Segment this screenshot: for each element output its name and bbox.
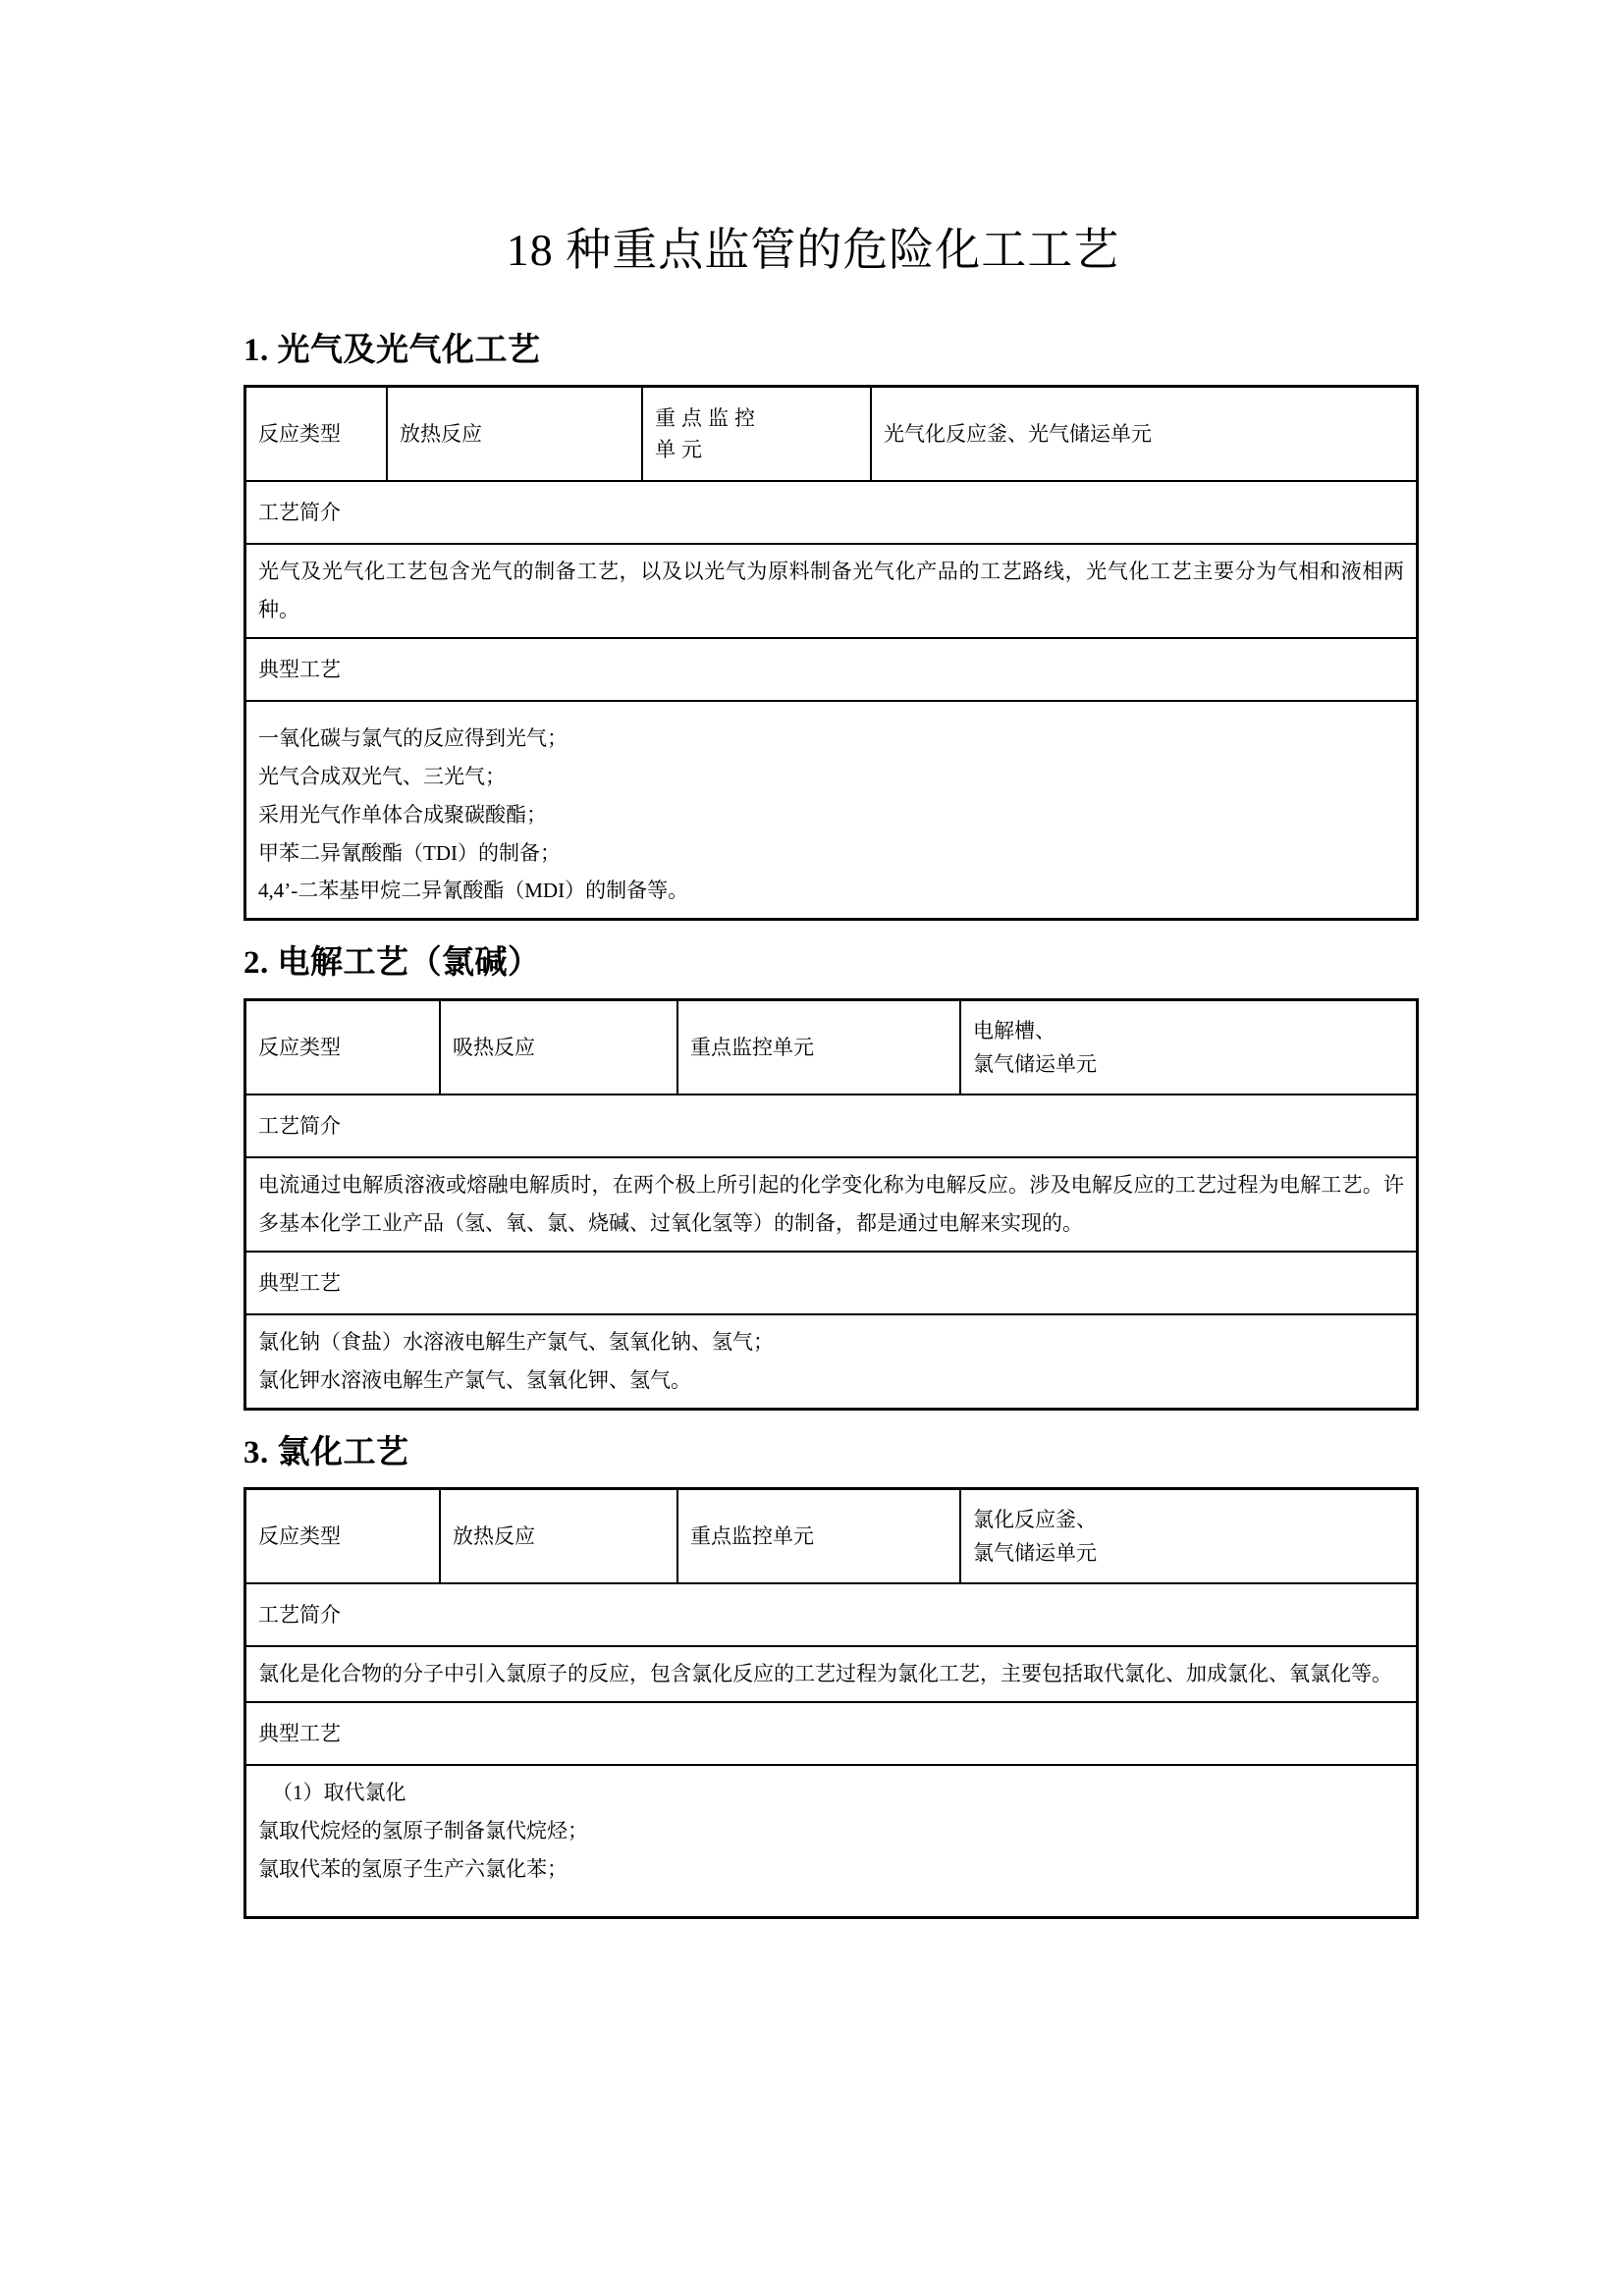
key-unit-value: 光气化反应釜、光气储运单元 <box>871 387 1418 482</box>
intro-text: 光气及光气化工艺包含光气的制备工艺，以及以光气为原料制备光气化产品的工艺路线，光气化工艺主要分为气相和液相两种。 <box>258 560 1404 622</box>
table-row <box>245 544 1418 638</box>
table-row <box>245 701 1418 920</box>
intro-text-cell <box>245 1157 1418 1252</box>
list-item: 氯取代苯的氢原子生产六氯化苯； <box>258 1856 568 1881</box>
key-unit-label-line-1: 重点监控 <box>655 405 761 430</box>
section-1-table <box>243 385 1419 921</box>
list-item: 甲苯二异氰酸酯（TDI）的制备； <box>258 840 561 865</box>
section-electrolysis <box>243 942 1422 1410</box>
typical-list-cell <box>245 1314 1418 1409</box>
table-row <box>245 1765 1418 1917</box>
intro-label: 工艺简介 <box>245 1583 1418 1646</box>
reaction-type-value: 放热反应 <box>387 387 642 482</box>
intro-text-cell <box>245 1646 1418 1702</box>
list-item: 一氧化碳与氯气的反应得到光气； <box>258 726 568 751</box>
section-2-heading: 2. 电解工艺（氯碱） <box>243 945 541 982</box>
key-unit-value-line-1: 氯化反应釜、 <box>973 1508 1097 1532</box>
intro-text-cell <box>245 544 1418 638</box>
list-item: 光气合成双光气、三光气； <box>258 764 506 788</box>
intro-text: 氯化是化合物的分子中引入氯原子的反应，包含氯化反应的工艺过程为氯化工艺，主要包括取代氯化、加成氯化、氧氯化等。 <box>258 1662 1392 1686</box>
typical-list-cell <box>245 701 1418 920</box>
key-unit-value-line-1: 电解槽、 <box>973 1019 1055 1043</box>
spacer <box>258 710 1404 720</box>
reaction-type-label: 反应类型 <box>245 1489 441 1584</box>
section-3-table <box>243 1487 1419 1918</box>
key-unit-value-line-2: 氯气储运单元 <box>973 1052 1097 1077</box>
list-item: 氯化钠（食盐）水溶液电解生产氯气、氢氧化钠、氢气； <box>258 1329 774 1354</box>
typical-label: 典型工艺 <box>245 1252 1418 1314</box>
table-row <box>245 1000 1418 1095</box>
section-2-table <box>243 998 1419 1410</box>
list-item: 采用光气作单体合成聚碳酸酯； <box>258 802 547 827</box>
list-item: 氯取代烷烃的氢原子制备氯代烷烃； <box>258 1819 588 1843</box>
list-item: 氯化钾水溶液电解生产氯气、氢氧化钾、氢气。 <box>258 1367 691 1392</box>
key-unit-label: 重点监控单元 <box>677 1489 960 1584</box>
typical-list-cell <box>245 1765 1418 1917</box>
table-row <box>245 1157 1418 1252</box>
table-row <box>245 1314 1418 1409</box>
intro-label: 工艺简介 <box>245 481 1418 544</box>
intro-label: 工艺简介 <box>245 1095 1418 1157</box>
key-unit-value <box>960 1000 1418 1095</box>
table-row <box>245 1583 1418 1646</box>
list-item: 4,4’-二苯基甲烷二异氰酸酯（MDI）的制备等。 <box>258 879 689 903</box>
section-chlorination <box>243 1432 1422 1919</box>
table-row <box>245 1252 1418 1314</box>
typical-label: 典型工艺 <box>245 1702 1418 1765</box>
key-unit-value <box>960 1489 1418 1584</box>
spacer <box>258 1889 1404 1898</box>
table-row <box>245 387 1418 482</box>
section-1-heading: 1. 光气及光气化工艺 <box>243 332 541 368</box>
section-photogene <box>243 330 1422 922</box>
table-row <box>245 1702 1418 1765</box>
table-row <box>245 481 1418 544</box>
table-row <box>245 638 1418 701</box>
table-row <box>245 1489 1418 1584</box>
typical-label: 典型工艺 <box>245 638 1418 701</box>
spacer <box>258 1898 1404 1908</box>
table-row <box>245 1095 1418 1157</box>
list-item: （1）取代氯化 <box>272 1781 406 1805</box>
reaction-type-value: 吸热反应 <box>440 1000 677 1095</box>
reaction-type-value: 放热反应 <box>440 1489 677 1584</box>
key-unit-label-line-2: 单元 <box>655 438 708 462</box>
reaction-type-label: 反应类型 <box>245 1000 441 1095</box>
page-title: 18 种重点监管的危险化工工艺 <box>506 225 1120 275</box>
reaction-type-label: 反应类型 <box>245 387 388 482</box>
key-unit-label: 重点监控单元 <box>677 1000 960 1095</box>
key-unit-value-line-2: 氯气储运单元 <box>973 1541 1097 1566</box>
intro-text: 电流通过电解质溶液或熔融电解质时，在两个极上所引起的化学变化称为电解反应。涉及电解反应的工艺过程为电解工艺。许多基本化学工业产品（氢、氧、氯、烧碱、过氧化氢等）的制备，都是通过电解来实现的。 <box>258 1173 1404 1236</box>
table-row <box>245 1646 1418 1702</box>
section-3-heading: 3. 氯化工艺 <box>243 1434 409 1470</box>
key-unit-label <box>642 387 871 482</box>
